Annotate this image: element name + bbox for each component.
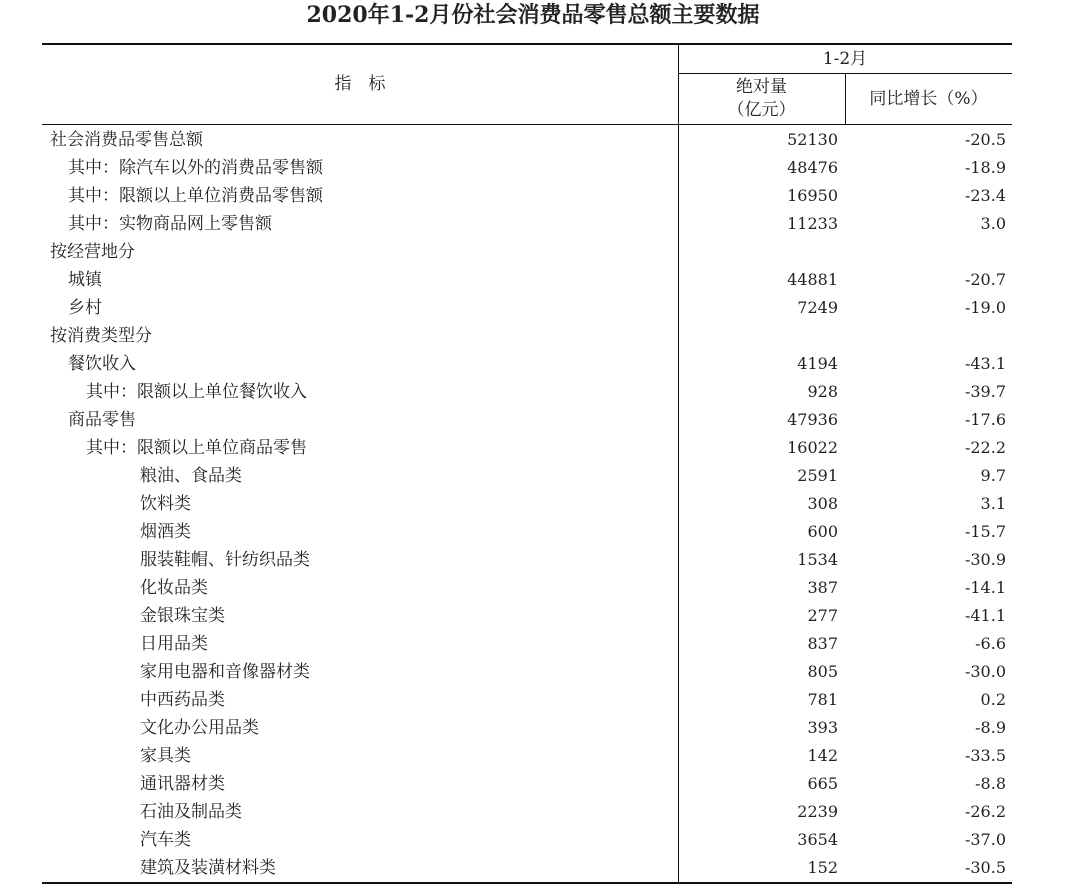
row-label: 其中：限额以上单位商品零售	[86, 438, 307, 458]
growth-value: -33.5	[964, 746, 1006, 765]
table-row	[42, 770, 1012, 798]
table-row	[42, 378, 1012, 406]
growth-value: -18.9	[964, 158, 1006, 177]
table-title: 2020年1-2月份社会消费品零售总额主要数据	[306, 2, 760, 28]
growth-value: -41.1	[964, 606, 1006, 625]
row-label: 社会消费品零售总额	[50, 130, 203, 150]
table-row	[42, 602, 1012, 630]
row-label: 按经营地分	[50, 242, 135, 262]
row-label: 石油及制品类	[140, 802, 242, 822]
row-label: 乡村	[68, 298, 102, 318]
growth-value: -30.5	[964, 858, 1006, 877]
growth-value: 3.0	[980, 214, 1006, 233]
table-row	[42, 658, 1012, 686]
table-row	[42, 714, 1012, 742]
table-row	[42, 854, 1012, 882]
table-row	[42, 518, 1012, 546]
header-absolute-line2: （亿元）	[727, 100, 796, 120]
table-row	[42, 294, 1012, 322]
absolute-value: 600	[807, 522, 838, 541]
row-label: 城镇	[68, 270, 102, 290]
absolute-value: 16022	[787, 438, 838, 457]
row-label: 餐饮收入	[68, 354, 136, 374]
row-label: 商品零售	[68, 410, 136, 430]
growth-value	[854, 238, 1006, 266]
table-row	[42, 490, 1012, 518]
table-row	[42, 350, 1012, 378]
row-label: 服装鞋帽、针纺织品类	[140, 550, 310, 570]
table-row	[42, 182, 1012, 210]
header-growth: 同比增长（%）	[869, 89, 988, 109]
absolute-value: 277	[807, 606, 838, 625]
header-indicator: 指 标	[334, 74, 386, 94]
absolute-value: 44881	[787, 270, 838, 289]
growth-value: -30.0	[964, 662, 1006, 681]
growth-value: -43.1	[964, 354, 1006, 373]
row-label: 汽车类	[140, 830, 191, 850]
table-row	[42, 546, 1012, 574]
row-label: 其中：除汽车以外的消费品零售额	[68, 158, 323, 178]
table-row	[42, 322, 1012, 350]
absolute-value: 47936	[787, 410, 838, 429]
growth-value: -19.0	[964, 298, 1006, 317]
absolute-value: 393	[807, 718, 838, 737]
growth-value: -26.2	[964, 802, 1006, 821]
growth-value: -6.6	[975, 634, 1006, 653]
absolute-value: 142	[807, 746, 838, 765]
absolute-value: 152	[807, 858, 838, 877]
row-label: 其中：限额以上单位消费品零售额	[68, 186, 323, 206]
absolute-value: 837	[807, 634, 838, 653]
absolute-value: 665	[807, 774, 838, 793]
table-row	[42, 686, 1012, 714]
table-row	[42, 798, 1012, 826]
row-label: 按消费类型分	[50, 326, 152, 346]
absolute-value: 2239	[797, 802, 838, 821]
growth-value: -30.9	[964, 550, 1006, 569]
absolute-value: 52130	[787, 130, 838, 149]
table-row	[42, 462, 1012, 490]
row-label: 家用电器和音像器材类	[140, 662, 310, 682]
table-row	[42, 826, 1012, 854]
row-label: 文化办公用品类	[140, 718, 259, 738]
absolute-value: 781	[807, 690, 838, 709]
header-rule	[42, 124, 1012, 125]
table-row	[42, 406, 1012, 434]
row-label: 粮油、食品类	[140, 466, 242, 486]
top-rule	[42, 43, 1012, 45]
header-period: 1-2月	[822, 49, 868, 69]
row-label: 其中：限额以上单位餐饮收入	[86, 382, 307, 402]
growth-value: -22.2	[964, 438, 1006, 457]
growth-value: -37.0	[964, 830, 1006, 849]
header-absolute-line1: 绝对量	[736, 77, 787, 97]
table-row	[42, 266, 1012, 294]
row-label: 中西药品类	[140, 690, 225, 710]
growth-value: -8.9	[975, 718, 1006, 737]
absolute-value: 7249	[797, 298, 838, 317]
row-label: 日用品类	[140, 634, 208, 654]
row-label: 通讯器材类	[140, 774, 225, 794]
absolute-value	[684, 238, 838, 266]
absolute-value: 387	[807, 578, 838, 597]
growth-value: -39.7	[964, 382, 1006, 401]
growth-value	[854, 322, 1006, 350]
growth-value: 0.2	[980, 690, 1006, 709]
absolute-value: 11233	[787, 214, 838, 233]
absolute-value: 2591	[797, 466, 838, 485]
bottom-rule	[42, 882, 1012, 884]
absolute-value	[684, 322, 838, 350]
table-row	[42, 210, 1012, 238]
growth-value: -17.6	[964, 410, 1006, 429]
row-label: 其中：实物商品网上零售额	[68, 214, 272, 234]
absolute-value: 16950	[787, 186, 838, 205]
absolute-value: 928	[807, 382, 838, 401]
absolute-value: 48476	[787, 158, 838, 177]
table-row	[42, 434, 1012, 462]
growth-value: -23.4	[964, 186, 1006, 205]
growth-value: -20.7	[964, 270, 1006, 289]
growth-value: 3.1	[980, 494, 1006, 513]
row-label: 家具类	[140, 746, 191, 766]
row-label: 烟酒类	[140, 522, 191, 542]
absolute-value: 3654	[797, 830, 838, 849]
absolute-value: 1534	[797, 550, 838, 569]
growth-value: -15.7	[964, 522, 1006, 541]
table-row	[42, 742, 1012, 770]
table-row	[42, 574, 1012, 602]
absolute-value: 805	[807, 662, 838, 681]
absolute-value: 4194	[797, 354, 838, 373]
table-row	[42, 154, 1012, 182]
table-row	[42, 630, 1012, 658]
table-row	[42, 238, 1012, 266]
row-label: 化妆品类	[140, 578, 208, 598]
table-row	[42, 126, 1012, 154]
growth-value: 9.7	[980, 466, 1006, 485]
growth-value: -14.1	[964, 578, 1006, 597]
growth-value: -8.8	[975, 774, 1006, 793]
absolute-value: 308	[807, 494, 838, 513]
growth-value: -20.5	[964, 130, 1006, 149]
row-label: 建筑及装潢材料类	[140, 858, 276, 878]
row-label: 饮料类	[140, 494, 191, 514]
row-label: 金银珠宝类	[140, 606, 225, 626]
